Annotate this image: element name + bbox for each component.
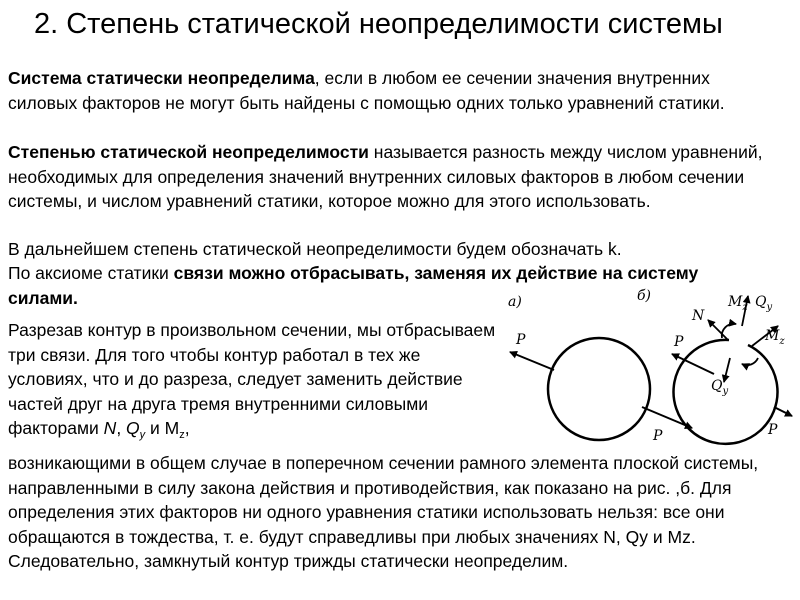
definition-term: Система статически неопределима [8, 68, 315, 88]
shear-subscript-top: y [766, 302, 773, 313]
moment-subscript-right: z [779, 336, 785, 347]
figure-b-label: б) [637, 288, 652, 304]
symbol-M-subscript: z [179, 429, 185, 441]
degree-text: называется разность между числом уравнений, необходимых для определения значений внутренних силовых факторов в любом сечении системы, и числом уравнений статики, которое можно для этого использовать. [8, 142, 763, 211]
notation-paragraph: В дальнейшем степень статической неопределимости будем обозначать k. [8, 239, 622, 259]
shear-symbol-bottom: Q [711, 378, 723, 394]
force-label-b-right: P [768, 422, 778, 438]
force-symbols [103, 418, 190, 441]
moment-label-right [764, 328, 785, 347]
force-label-a-right: P [653, 428, 663, 444]
force-arrow-a-left [510, 352, 554, 370]
symbol-Q: Q [126, 418, 140, 438]
shear-force-label-top [755, 294, 772, 313]
page-title: 2. Степень статической неопределимости системы [34, 8, 723, 40]
conclusion-paragraph: возникающими в общем случае в поперечном сечении рамного элемента плоской системы, направленными в силу закона действия и противодействия, как показано на рис. ,б. Для определения этих факторов ни одного уравнения статики использовать нельзя: все они обращаются в тождества, т. е. будут справедливы при любых значениях N, Qy и Mz. Следовательно, замкнутый контур трижды статически неопределим. [8, 453, 759, 571]
shear-force-arrow-down [724, 358, 730, 382]
symbol-N: N [103, 418, 117, 438]
degree-definition-paragraph [8, 140, 783, 214]
moment-symbol-top: M [728, 294, 743, 310]
trailing-comma: , [184, 418, 190, 438]
moment-label-top [727, 294, 748, 313]
axiom-bold-text: связи можно отбрасывать, заменяя их действие на систему силами. [8, 263, 699, 308]
symbol-M: M [164, 418, 180, 438]
definition-text: , если в любом ее сечении значения внутренних силовых факторов не могут быть найдены с помощью одних только уравнений статики. [8, 68, 725, 113]
cut-contour-paragraph [8, 318, 503, 448]
moment-arc-right [742, 358, 758, 365]
symbol-Q-subscript: y [139, 429, 146, 441]
force-label-a-left: P [516, 332, 526, 348]
shear-symbol-top: Q [755, 294, 767, 310]
conjunction: и [145, 418, 165, 438]
force-label-b-left: P [674, 334, 684, 350]
moment-subscript-top: z [742, 302, 748, 313]
shear-force-label-bottom [711, 378, 728, 397]
contour-figure [496, 282, 800, 450]
definition-paragraph [8, 66, 768, 115]
separator: , [116, 418, 127, 438]
normal-force-arrow [708, 320, 728, 340]
figure-a-label: а) [508, 294, 522, 310]
contour-a-circle [548, 338, 650, 440]
cut-contour-text: Разрезав контур в произвольном сечении, мы отбрасываем три связи. Для того чтобы контур работал в тех же условиях, что и до разреза, следует заменить действие частей друг на друга тремя внутренними силовыми факторами [8, 320, 496, 438]
axiom-text: По аксиоме статики [8, 263, 174, 283]
degree-term: Степенью статической неопределимости [8, 142, 369, 162]
force-arrow-b-right [774, 407, 792, 416]
moment-symbol-right: M [765, 328, 780, 344]
normal-force-label: N [692, 308, 705, 324]
shear-subscript-bottom: y [722, 386, 729, 397]
